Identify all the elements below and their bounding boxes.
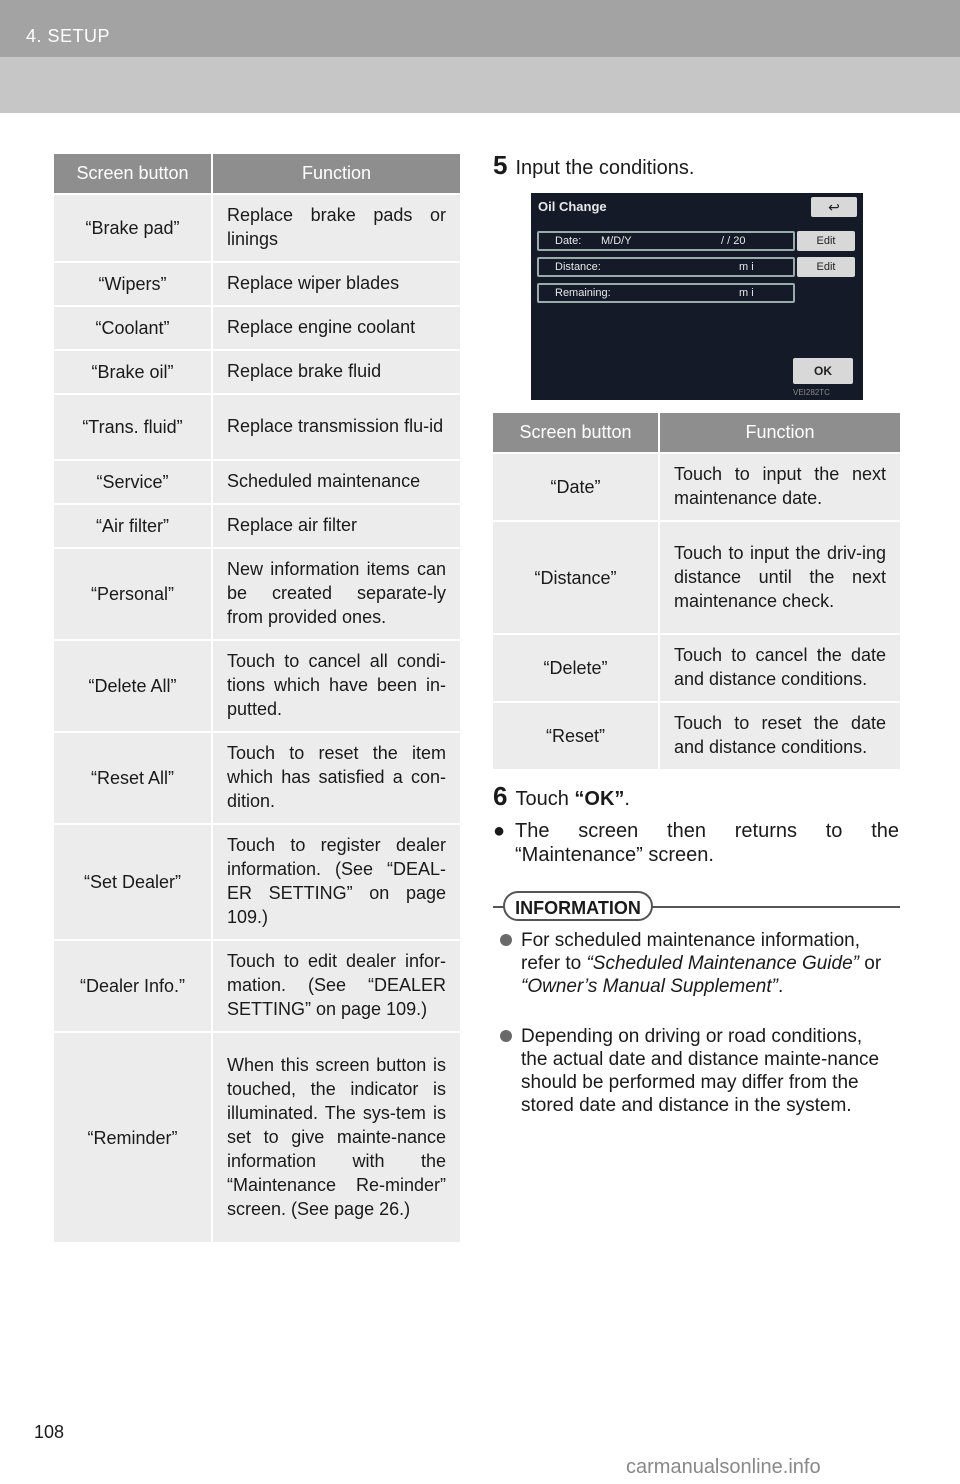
button-cell: “Coolant” (54, 306, 212, 350)
info-text-part: or (859, 953, 882, 974)
table-row (54, 262, 460, 306)
watermark: carmanualsonline.info (626, 1456, 821, 1478)
button-cell: “Service” (54, 460, 212, 504)
date-value: / / 20 (721, 235, 746, 247)
oil-change-screen-image (531, 193, 863, 400)
information-text-1 (521, 929, 891, 998)
table-row (54, 504, 460, 548)
function-cell: When this screen button is touched, the indicator is illuminated. The sys-tem is set to give mainte-nance information with the “Maintenance Re-minder” screen. (See page 26.) (212, 1032, 460, 1243)
step-number: 5 (493, 150, 508, 180)
column-header-function: Function (659, 413, 900, 453)
button-cell: “Reset” (493, 702, 659, 770)
button-cell: “Date” (493, 453, 659, 521)
bullet-icon (500, 934, 512, 946)
remaining-label: Remaining: (555, 287, 611, 299)
remaining-row (537, 283, 795, 303)
function-cell: Touch to cancel all condi-tions which have been in-putted. (212, 640, 460, 732)
step-text: Input the conditions. (515, 157, 695, 179)
table-row (54, 350, 460, 394)
date-label: Date: (555, 235, 582, 247)
function-cell: New information items can be created separate-ly from provided ones. (212, 548, 460, 640)
bullet-icon: ● (493, 820, 506, 842)
column-header-button: Screen button (54, 154, 212, 194)
function-cell: Touch to input the driv-ing distance until the next maintenance check. (659, 521, 900, 634)
function-cell: Touch to register dealer information. (See “DEAL-ER SETTING” on page 109.) (212, 824, 460, 940)
function-cell: Replace transmission flu-id (212, 394, 460, 460)
function-cell: Touch to edit dealer infor-mation. (See “DEALER SETTING” on page 109.) (212, 940, 460, 1032)
button-cell: “Brake pad” (54, 194, 212, 262)
step-5 (493, 150, 694, 181)
button-cell: “Trans. fluid” (54, 394, 212, 460)
table-row (54, 306, 460, 350)
button-cell: “Personal” (54, 548, 212, 640)
button-cell: “Delete All” (54, 640, 212, 732)
function-cell: Touch to reset the item which has satisfied a con-dition. (212, 732, 460, 824)
table-header-row (493, 413, 900, 453)
button-cell: “Air filter” (54, 504, 212, 548)
page-number: 108 (34, 1422, 65, 1442)
button-cell: “Set Dealer” (54, 824, 212, 940)
table-row (493, 453, 900, 521)
button-cell: “Brake oil” (54, 350, 212, 394)
distance-row[interactable] (537, 257, 795, 277)
column-header-button: Screen button (493, 413, 659, 453)
date-row[interactable] (537, 231, 795, 251)
info-text-part: . (777, 976, 784, 997)
function-cell: Replace brake fluid (212, 350, 460, 394)
function-cell: Touch to cancel the date and distance conditions. (659, 634, 900, 702)
table-row (54, 194, 460, 262)
remaining-unit: m i (739, 287, 754, 299)
function-cell: Touch to reset the date and distance conditions. (659, 702, 900, 770)
information-badge: INFORMATION (503, 891, 653, 921)
image-code: VEI282TC (793, 388, 830, 397)
guide-reference: “Scheduled Maintenance Guide” (586, 953, 859, 974)
header-bar (0, 0, 960, 57)
function-cell: Replace air filter (212, 504, 460, 548)
table-header-row (54, 154, 460, 194)
distance-label: Distance: (555, 261, 601, 273)
information-text-2: Depending on driving or road conditions, the actual date and distance mainte-nance should be performed may differ from the stored date and distance in the system. (521, 1026, 880, 1116)
step-6 (493, 781, 630, 812)
distance-edit-button[interactable]: Edit (797, 257, 855, 277)
step-suffix: . (624, 788, 630, 810)
button-cell: “Dealer Info.” (54, 940, 212, 1032)
table-row (493, 521, 900, 634)
screen-title: Oil Change (538, 199, 607, 214)
button-cell: “Wipers” (54, 262, 212, 306)
table-row (54, 824, 460, 940)
function-cell: Replace wiper blades (212, 262, 460, 306)
info-text-part: For scheduled maintenance information, refer to (521, 930, 861, 974)
date-edit-button[interactable]: Edit (797, 231, 855, 251)
bullet-text: The screen then returns to the “Maintenance” screen. (515, 820, 899, 866)
step-number: 6 (493, 781, 508, 811)
function-cell: Replace brake pads or linings (212, 194, 460, 262)
table-row (493, 702, 900, 770)
table-row (54, 548, 460, 640)
button-cell: “Reminder” (54, 1032, 212, 1243)
button-cell: “Delete” (493, 634, 659, 702)
date-format: M/D/Y (601, 235, 632, 247)
back-icon[interactable]: ↩ (811, 197, 857, 217)
bullet-icon (500, 1030, 512, 1042)
function-cell: Replace engine coolant (212, 306, 460, 350)
step-text: Touch (515, 788, 575, 810)
function-cell: Touch to input the next maintenance date. (659, 453, 900, 521)
table-row (54, 460, 460, 504)
table-row (54, 394, 460, 460)
screen-button-table-1 (54, 154, 460, 1244)
header-band (0, 57, 960, 113)
table-row (54, 732, 460, 824)
table-row (493, 634, 900, 702)
table-row (54, 1032, 460, 1243)
table-row (54, 940, 460, 1032)
button-cell: “Distance” (493, 521, 659, 634)
distance-unit: m i (739, 261, 754, 273)
ok-label: “OK” (574, 788, 625, 810)
section-title: 4. SETUP (26, 26, 111, 46)
table-row (54, 640, 460, 732)
screen-button-table-2 (493, 413, 900, 771)
button-cell: “Reset All” (54, 732, 212, 824)
column-header-function: Function (212, 154, 460, 194)
supplement-reference: “Owner’s Manual Supplement” (521, 976, 778, 997)
function-cell: Scheduled maintenance (212, 460, 460, 504)
ok-button[interactable]: OK (793, 358, 853, 384)
